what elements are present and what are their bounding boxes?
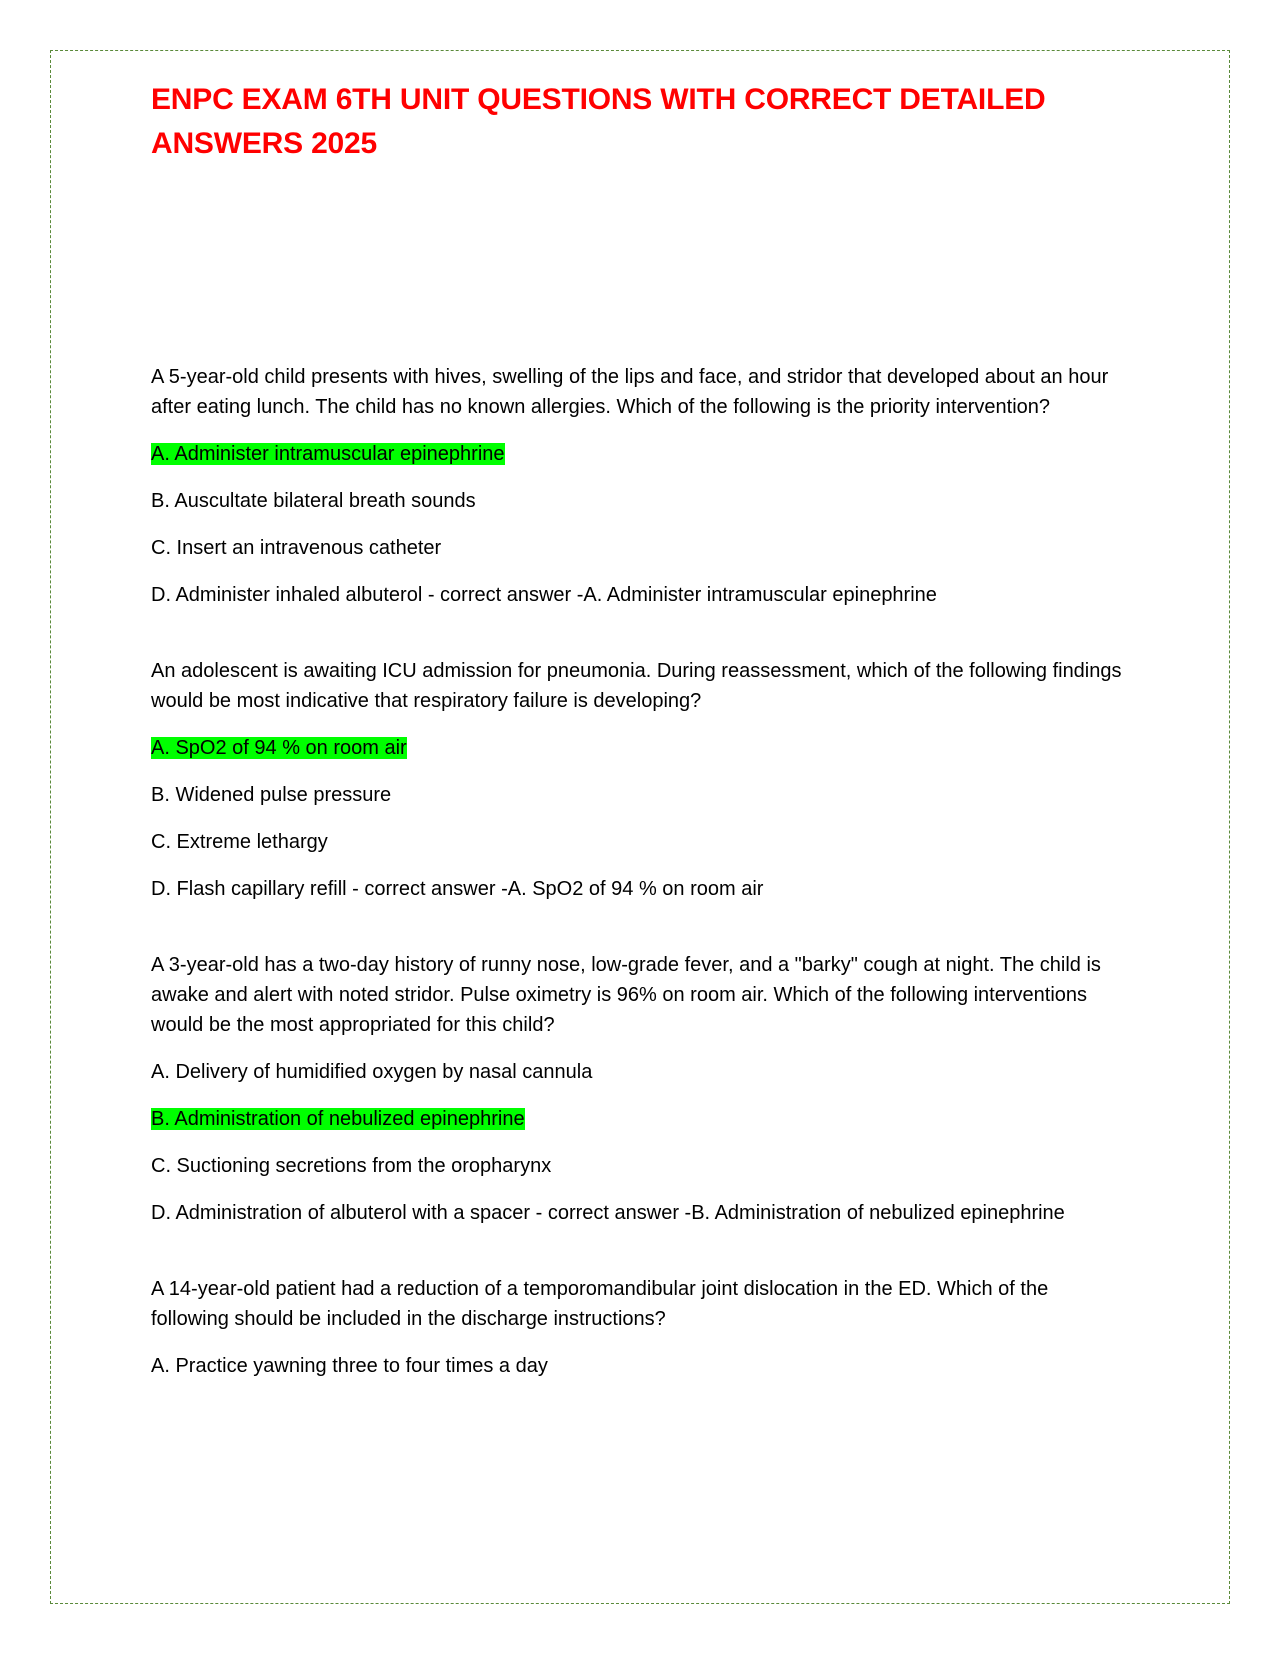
option-b-correct: B. Administration of nebulized epinephrine [151,1108,525,1130]
option-a: A. Delivery of humidified oxygen by nasal cannula [151,1061,593,1083]
option-a-correct: A. SpO2 of 94 % on room air [151,737,407,759]
option-a-correct: A. Administer intramuscular epinephrine [151,443,505,465]
option-d-with-answer: D. Administer inhaled albuterol - correct answer -A. Administer intramuscular epinephrine [151,584,937,606]
option-b: B. Widened pulse pressure [151,784,392,806]
question-4 [151,1274,1131,1381]
title-line-2: ANSWERS 2025 [151,127,378,160]
question-text: A 3-year-old has a two-day history of runny nose, low-grade fever, and a "barky" cough at night. The child is awake and alert with noted stridor. Pulse oximetry is 96% on room air. Which of the following interventions would be the most appropriated for this child? [151,954,1101,1036]
question-1 [151,362,1131,610]
document-content [151,78,1131,1427]
document-title [151,78,1131,166]
question-3 [151,950,1131,1228]
option-a: A. Practice yawning three to four times a day [151,1355,548,1377]
option-d-with-answer: D. Administration of albuterol with a spacer - correct answer -B. Administration of nebulized epinephrine [151,1202,1065,1224]
option-c: C. Insert an intravenous catheter [151,537,442,559]
option-d-with-answer: D. Flash capillary refill - correct answer -A. SpO2 of 94 % on room air [151,878,764,900]
question-text: A 14-year-old patient had a reduction of a temporomandibular joint dislocation in the ED. Which of the following should be included in the discharge instructions? [151,1278,1049,1330]
option-c: C. Suctioning secretions from the oropharynx [151,1155,552,1177]
question-2 [151,656,1131,904]
option-c: C. Extreme lethargy [151,831,328,853]
title-line-1: ENPC EXAM 6TH UNIT QUESTIONS WITH CORRECT DETAILED [151,83,1046,116]
question-text: An adolescent is awaiting ICU admission for pneumonia. During reassessment, which of the following findings would be most indicative that respiratory failure is developing? [151,660,1122,712]
question-list [151,362,1131,1381]
question-text: A 5-year-old child presents with hives, swelling of the lips and face, and stridor that developed about an hour after eating lunch. The child has no known allergies. Which of the following is the priority intervention? [151,366,1109,418]
option-b: B. Auscultate bilateral breath sounds [151,490,476,512]
